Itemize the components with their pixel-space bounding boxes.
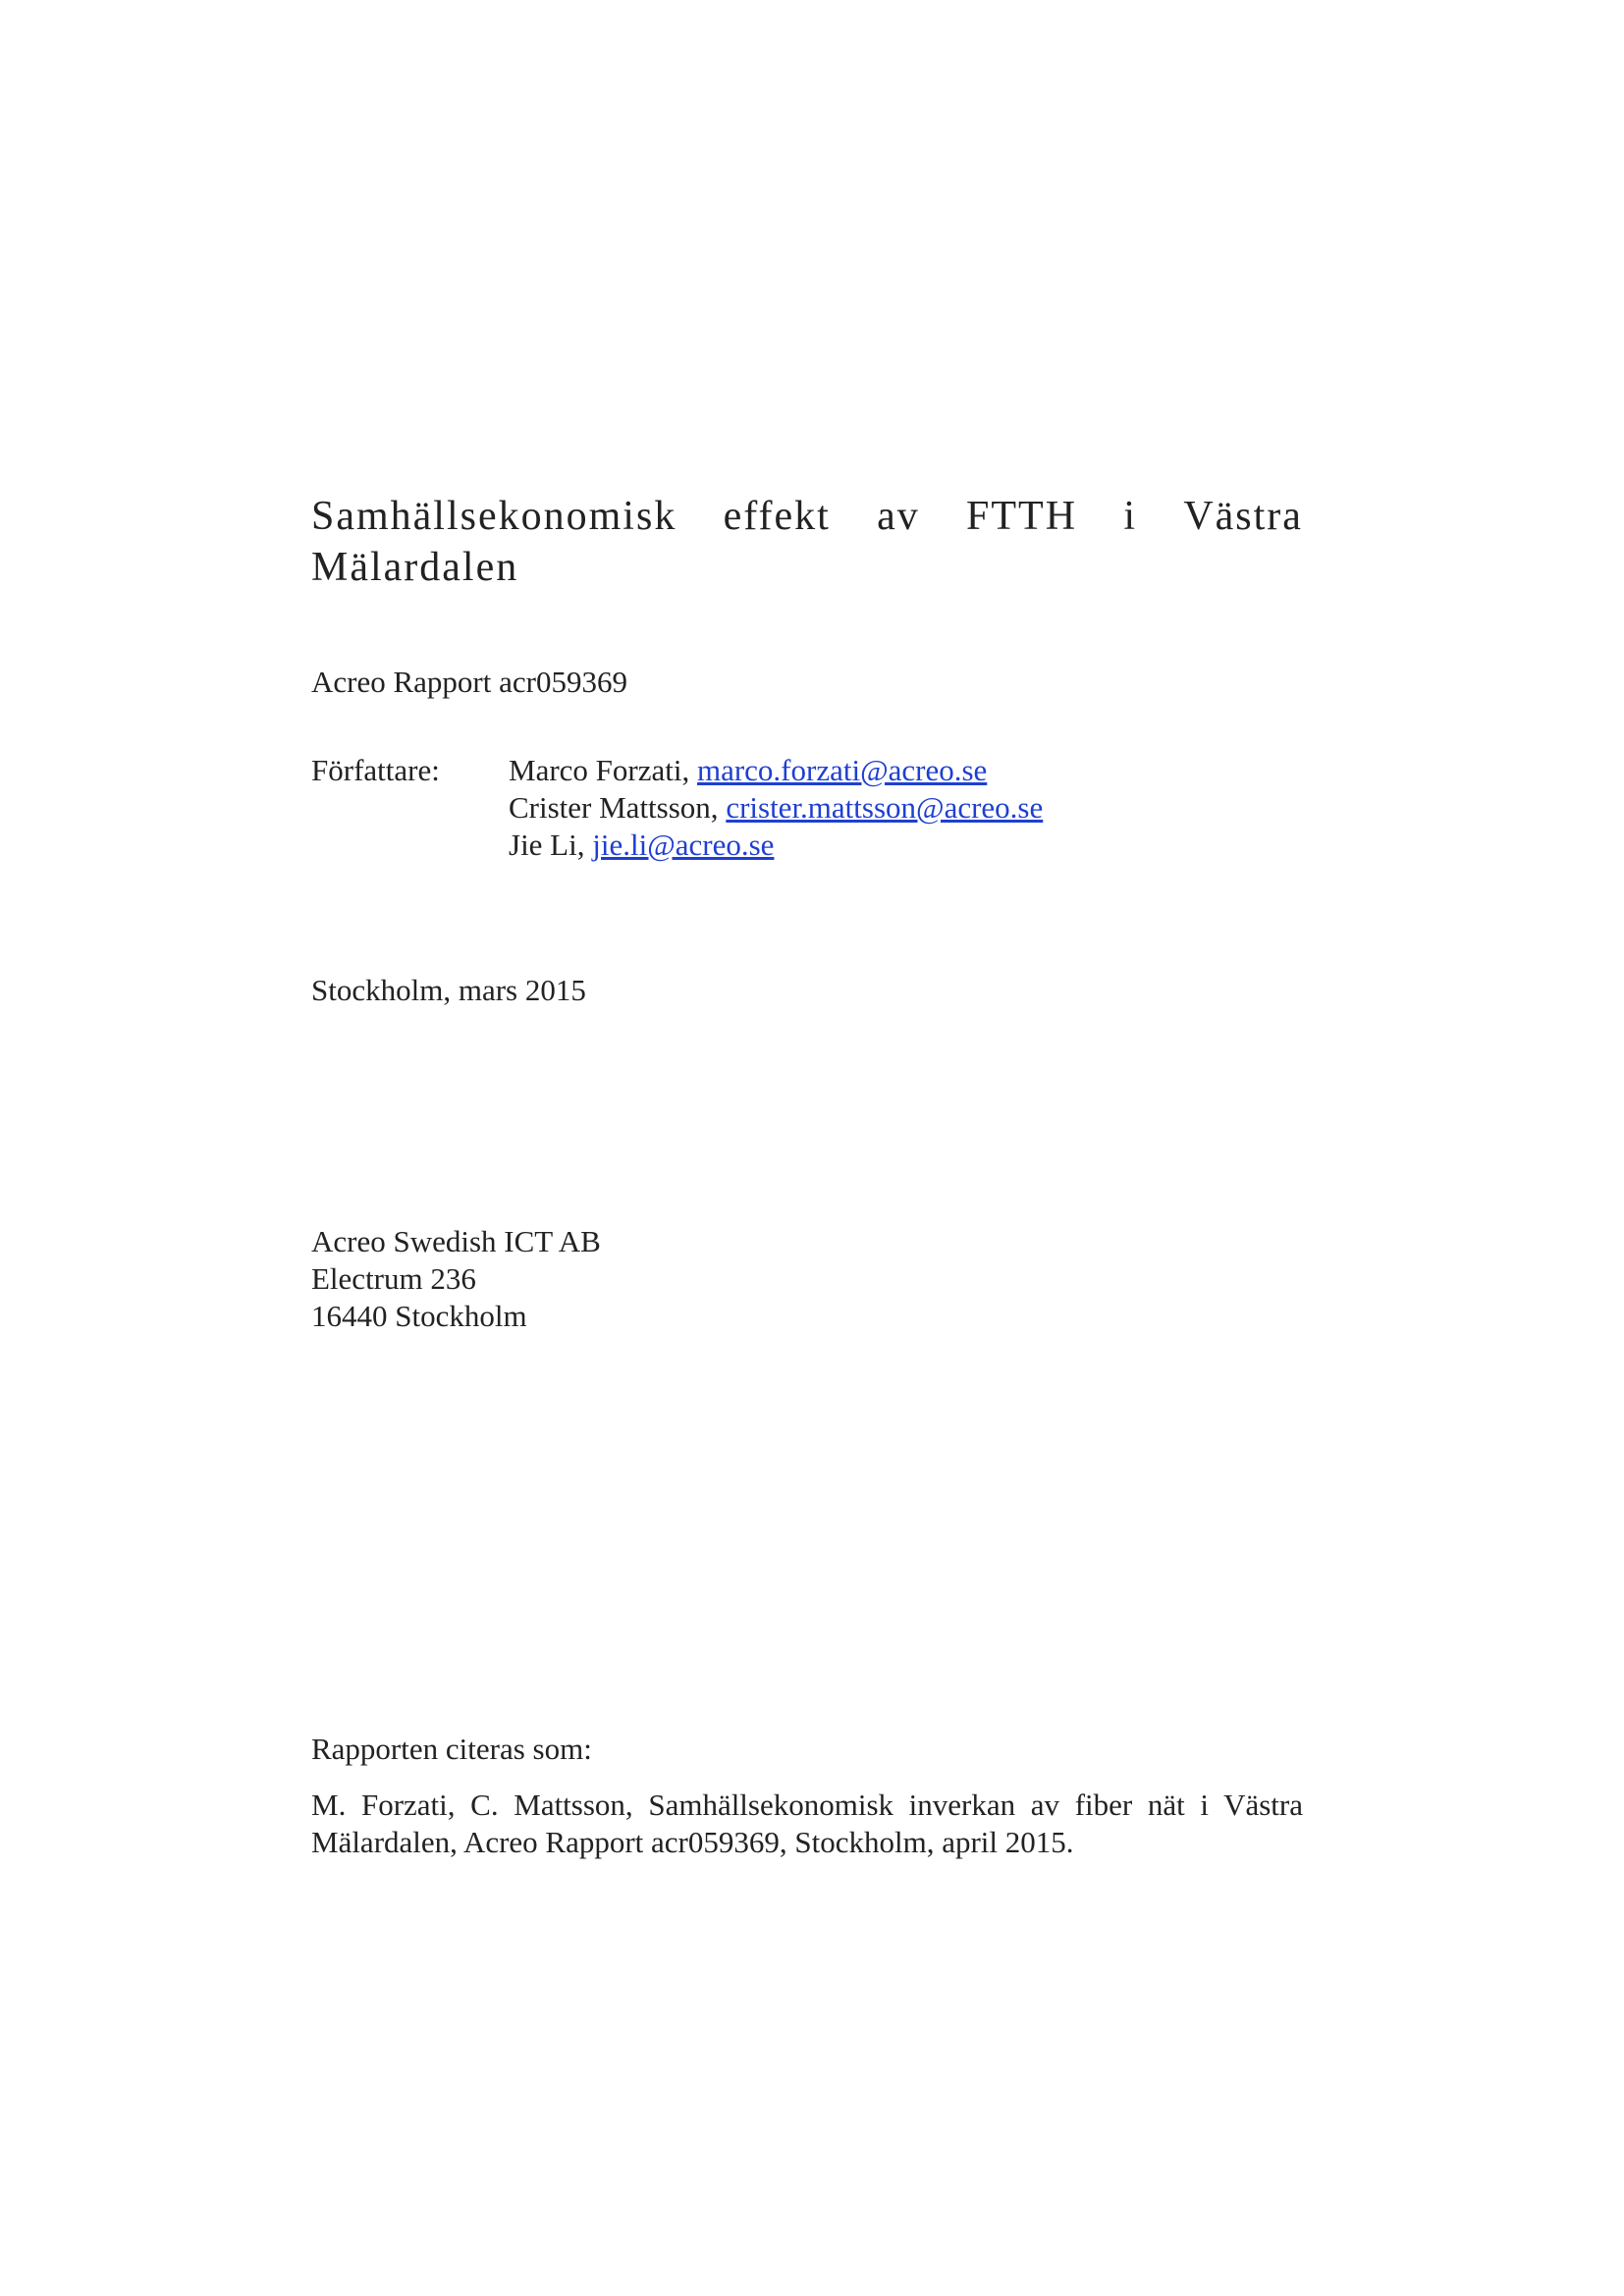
report-id: Acreo Rapport acr059369	[311, 665, 627, 699]
author-item	[509, 752, 1043, 789]
title-line-2: Mälardalen	[311, 545, 519, 590]
document-title	[311, 491, 1303, 593]
author-email-link[interactable]: marco.forzati@acreo.se	[696, 753, 988, 787]
title-word: av	[877, 494, 920, 539]
author-item	[509, 789, 1043, 827]
title-word: i	[1123, 494, 1138, 539]
title-word: FTTH	[966, 494, 1078, 539]
title-word: effekt	[723, 494, 831, 539]
author-email-link[interactable]: jie.li@acreo.se	[592, 828, 775, 862]
citation-text: M. Forzati, C. Mattsson, Samhällsekonomisk inverkan av fiber nät i Västra Mälardalen, Acreo Rapport acr059369, Stockholm, april 2015.	[311, 1788, 1303, 1859]
place-date: Stockholm, mars 2015	[311, 973, 586, 1007]
address-street: Electrum 236	[311, 1261, 476, 1296]
address-block	[311, 1223, 601, 1335]
citation-heading: Rapporten citeras som:	[311, 1732, 592, 1766]
address-org: Acreo Swedish ICT AB	[311, 1224, 601, 1258]
title-word: Samhällsekonomisk	[311, 494, 677, 539]
author-name: Jie Li,	[509, 828, 593, 862]
authors-label: Författare:	[311, 753, 440, 787]
author-email-link[interactable]: crister.mattsson@acreo.se	[726, 790, 1044, 825]
author-name: Crister Mattsson,	[509, 790, 727, 825]
address-city: 16440 Stockholm	[311, 1299, 527, 1333]
title-line-1	[311, 491, 1303, 542]
author-name: Marco Forzati,	[509, 753, 697, 787]
title-word: Västra	[1183, 494, 1303, 539]
author-list	[509, 752, 1043, 864]
author-item	[509, 827, 1043, 864]
